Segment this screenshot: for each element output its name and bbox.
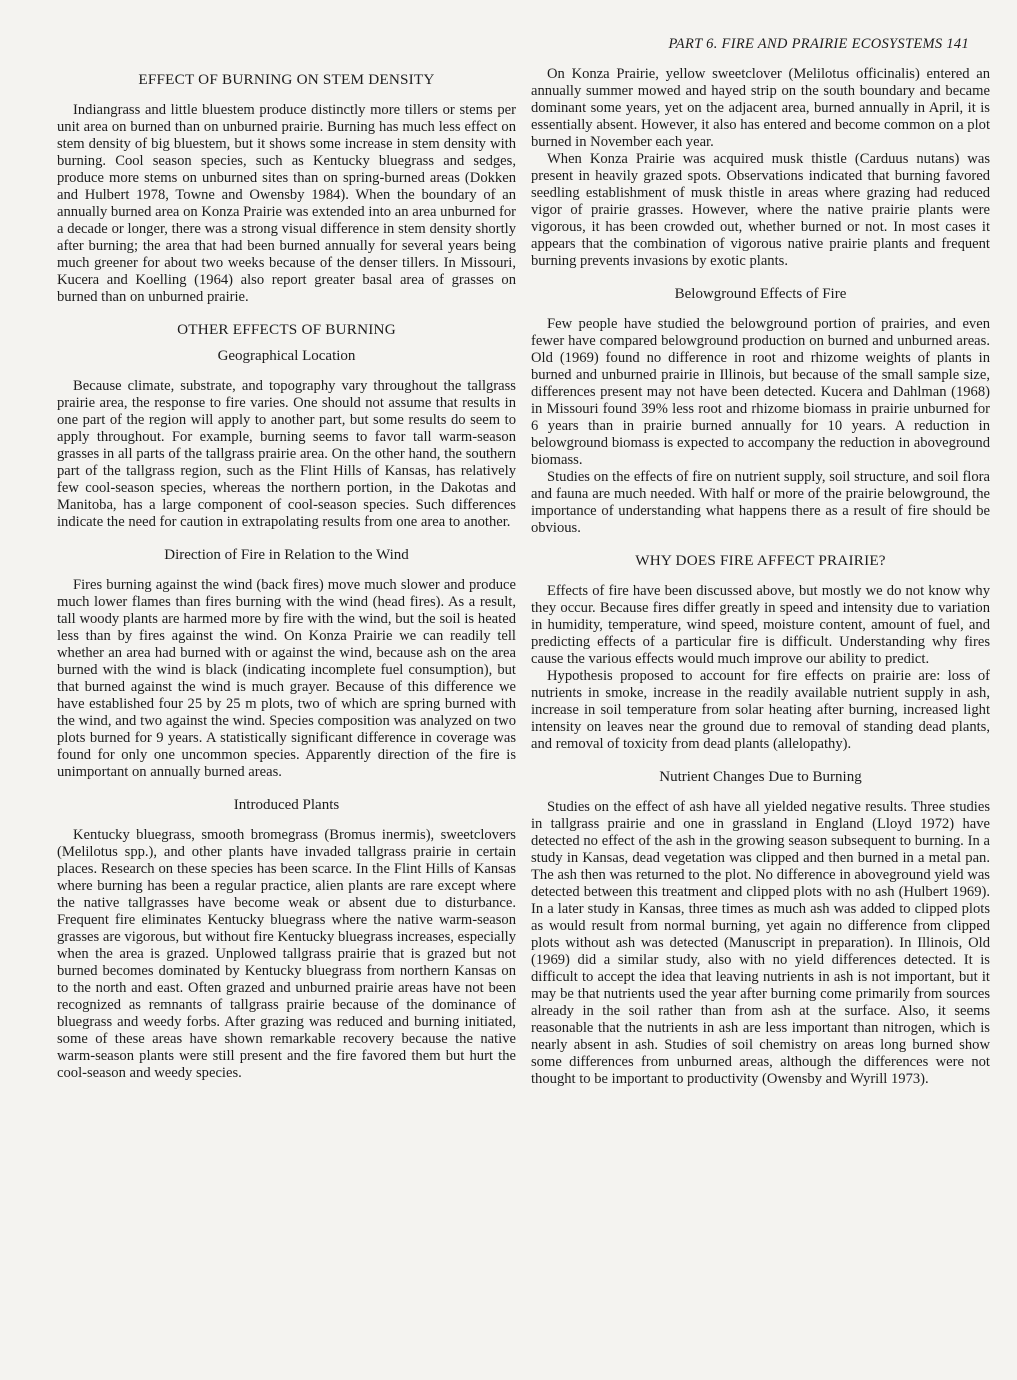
paragraph: Because climate, substrate, and topography vary throughout the tallgrass prairie area, the response to fire varies. One should not assume that results in one part of the region will apply to another part, but some results do seem to apply throughout. For example, burning seems to favor tall warm-season grasses in all parts of the tallgrass prairie area. On the other hand, the southern part of the tallgrass region, such as the Flint Hills of Kansas, has relatively few cool-season species, whereas the northern portion, in the Dakotas and Manitoba, has a large component of cool-season species. Such differences indicate the need for caution in extrapolating results from one area to another.	[57, 378, 516, 530]
paragraph: Effects of fire have been discussed above, but mostly we do not know why they occur. Because fires differ greatly in speed and intensity due to variation in humidity, temperature, wind speed, moisture content, amount of fuel, and predicting effects of a particular fire is difficult. Understanding why fires cause the various effects would much improve our ability to predict.	[531, 583, 990, 667]
section-heading-stem-density: EFFECT OF BURNING ON STEM DENSITY	[138, 71, 435, 88]
paragraph: Kentucky bluegrass, smooth bromegrass (Bromus inermis), sweetclovers (Melilotus spp.), and other plants have invaded tallgrass prairie in certain places. Research on these species has been scarce. In the Flint Hills of Kansas where burning has been a regular practice, alien plants are rare except where the native tallgrasses have become weak or absent due to disturbance. Frequent fire eliminates Kentucky bluegrass where the native warm-season grasses are vigorous, but without fire Kentucky bluegrass increases, especially when the area is grazed. Unplowed tallgrass prairie that is grazed but not burned becomes dominated by Kentucky bluegrass from northern Kansas on to the north and east. Often grazed and unburned prairie areas have not been recognized as remnants of tallgrass prairie because of the dominance of bluegrass and weedy forbs. After grazing was reduced and burning initiated, some of these areas have shown remarkable recovery because the native warm-season plants were still present and the fire favored them but hurt the cool-season and weedy species.	[57, 827, 516, 1081]
subheading-fire-direction: Direction of Fire in Relation to the Wind	[164, 547, 409, 563]
running-head: PART 6. FIRE AND PRAIRIE ECOSYSTEMS 141	[668, 36, 969, 52]
subheading-geographical-location: Geographical Location	[217, 348, 356, 364]
paragraph: Hypothesis proposed to account for fire effects on prairie are: loss of nutrients in smoke, increase in the readily available nutrient supply in ash, increase in soil temperature from solar heating after burning, increased light intensity on leaves near the ground due to removal of standing dead plants, and removal of toxicity from dead plants (allelopathy).	[531, 668, 990, 752]
subheading-nutrient-changes: Nutrient Changes Due to Burning	[659, 769, 862, 785]
left-column	[57, 66, 516, 1082]
paragraph: When Konza Prairie was acquired musk thistle (Carduus nutans) was present in heavily grazed spots. Observations indicated that burning favored seedling establishment of musk thistle in areas where grazing had reduced vigor of prairie grasses. However, where the native prairie plants were vigorous, it has been crowded out, whether burned or not. In most cases it appears that the combination of vigorous native prairie plants and frequent burning prevents invasions by exotic plants.	[531, 151, 990, 269]
right-column	[531, 66, 990, 1088]
subheading-belowground-effects: Belowground Effects of Fire	[674, 286, 847, 302]
paragraph: Indiangrass and little bluestem produce distinctly more tillers or stems per unit area on burned than on unburned prairie. Burning has much less effect on stem density of big bluestem, but it shows some increase in stem density with burning. Cool season species, such as Kentucky bluegrass and sedges, produce more stems on unburned sites than on spring-burned areas (Dokken and Hulbert 1978, Towne and Owensby 1984). When the boundary of an annually burned area on Konza Prairie was extended into an area unburned for a decade or longer, there was a strong visual difference in stem density shortly after burning; the area that had been burned annually for several years being much greener for about two weeks because of the denser tillers. In Missouri, Kucera and Koelling (1964) also report greater basal area of grasses on burned than on unburned prairie.	[57, 102, 516, 305]
paragraph: On Konza Prairie, yellow sweetclover (Melilotus officinalis) entered an annually summer mowed and hayed strip on the south boundary and became dominant some years, yet on the adjacent area, burned annually in April, it is essentially absent. However, it also has entered and become common on a plot burned in November each year.	[531, 66, 990, 150]
paragraph: Studies on the effects of fire on nutrient supply, soil structure, and soil flora and fauna are much needed. With half or more of the prairie belowground, the importance of understanding what happens there as a result of fire should be obvious.	[531, 469, 990, 536]
section-heading-other-effects: OTHER EFFECTS OF BURNING	[177, 321, 396, 338]
paragraph: Few people have studied the belowground portion of prairies, and even fewer have compared belowground production on burned and unburned areas. Old (1969) found no difference in root and rhizome weights of plants in burned and unburned prairie in Illinois, but because of the small sample size, differences present may not have been detected. Kucera and Dahlman (1968) in Missouri found 39% less root and rhizome biomass in prairie unburned for 6 years than in prairie burned annually for 10 years. A reduction in belowground biomass is expected to accompany the reduction in aboveground biomass.	[531, 316, 990, 468]
paragraph: Studies on the effect of ash have all yielded negative results. Three studies in tallgrass prairie and one in grassland in England (Lloyd 1972) have detected no effect of the ash in the growing season subsequent to burning. In a study in Kansas, dead vegetation was clipped and then burned in a metal pan. The ash then was returned to the plot. No difference in aboveground yield was detected between this treatment and clipped plots with no ash (Hulbert 1969). In a later study in Kansas, three times as much ash was added to clipped plots as would result from normal burning, yet again no difference from clipped plots without ash was detected (Manuscript in preparation). In Illinois, Old (1969) did a similar study, also with no yield differences detected. It is difficult to accept the idea that leaving nutrients in ash is not important, but it may be that nutrients used the year after burning come primarily from sources already in the soil rather than from ash at the surface. Also, it seems reasonable that the nutrients in ash are less important than nitrogen, which is nearly absent in ash. Studies of soil chemistry on areas long burned show some differences from unburned areas, although the differences were not thought to be important to productivity (Owensby and Wyrill 1973).	[531, 799, 990, 1087]
section-heading-why-fire: WHY DOES FIRE AFFECT PRAIRIE?	[635, 552, 886, 569]
paragraph: Fires burning against the wind (back fires) move much slower and produce much lower flames than fires burning with the wind (head fires). As a result, tall woody plants are harmed more by fire with the wind, but the soil is heated less than by fires against the wind. On Konza Prairie we can readily tell whether an area had burned with or against the wind, because ash on the area burned with the wind is black (indicating incomplete fuel consumption), but that burned against the wind is much grayer. Because of this difference we have established four 25 by 25 m plots, two of which are spring burned with the wind, and two against the wind. Species composition was analyzed on two plots burned for 9 years. A statistically significant difference in coverage was found for only one uncommon species. Apparently direction of the fire is unimportant on annually burned areas.	[57, 577, 516, 780]
subheading-introduced-plants: Introduced Plants	[233, 797, 340, 813]
